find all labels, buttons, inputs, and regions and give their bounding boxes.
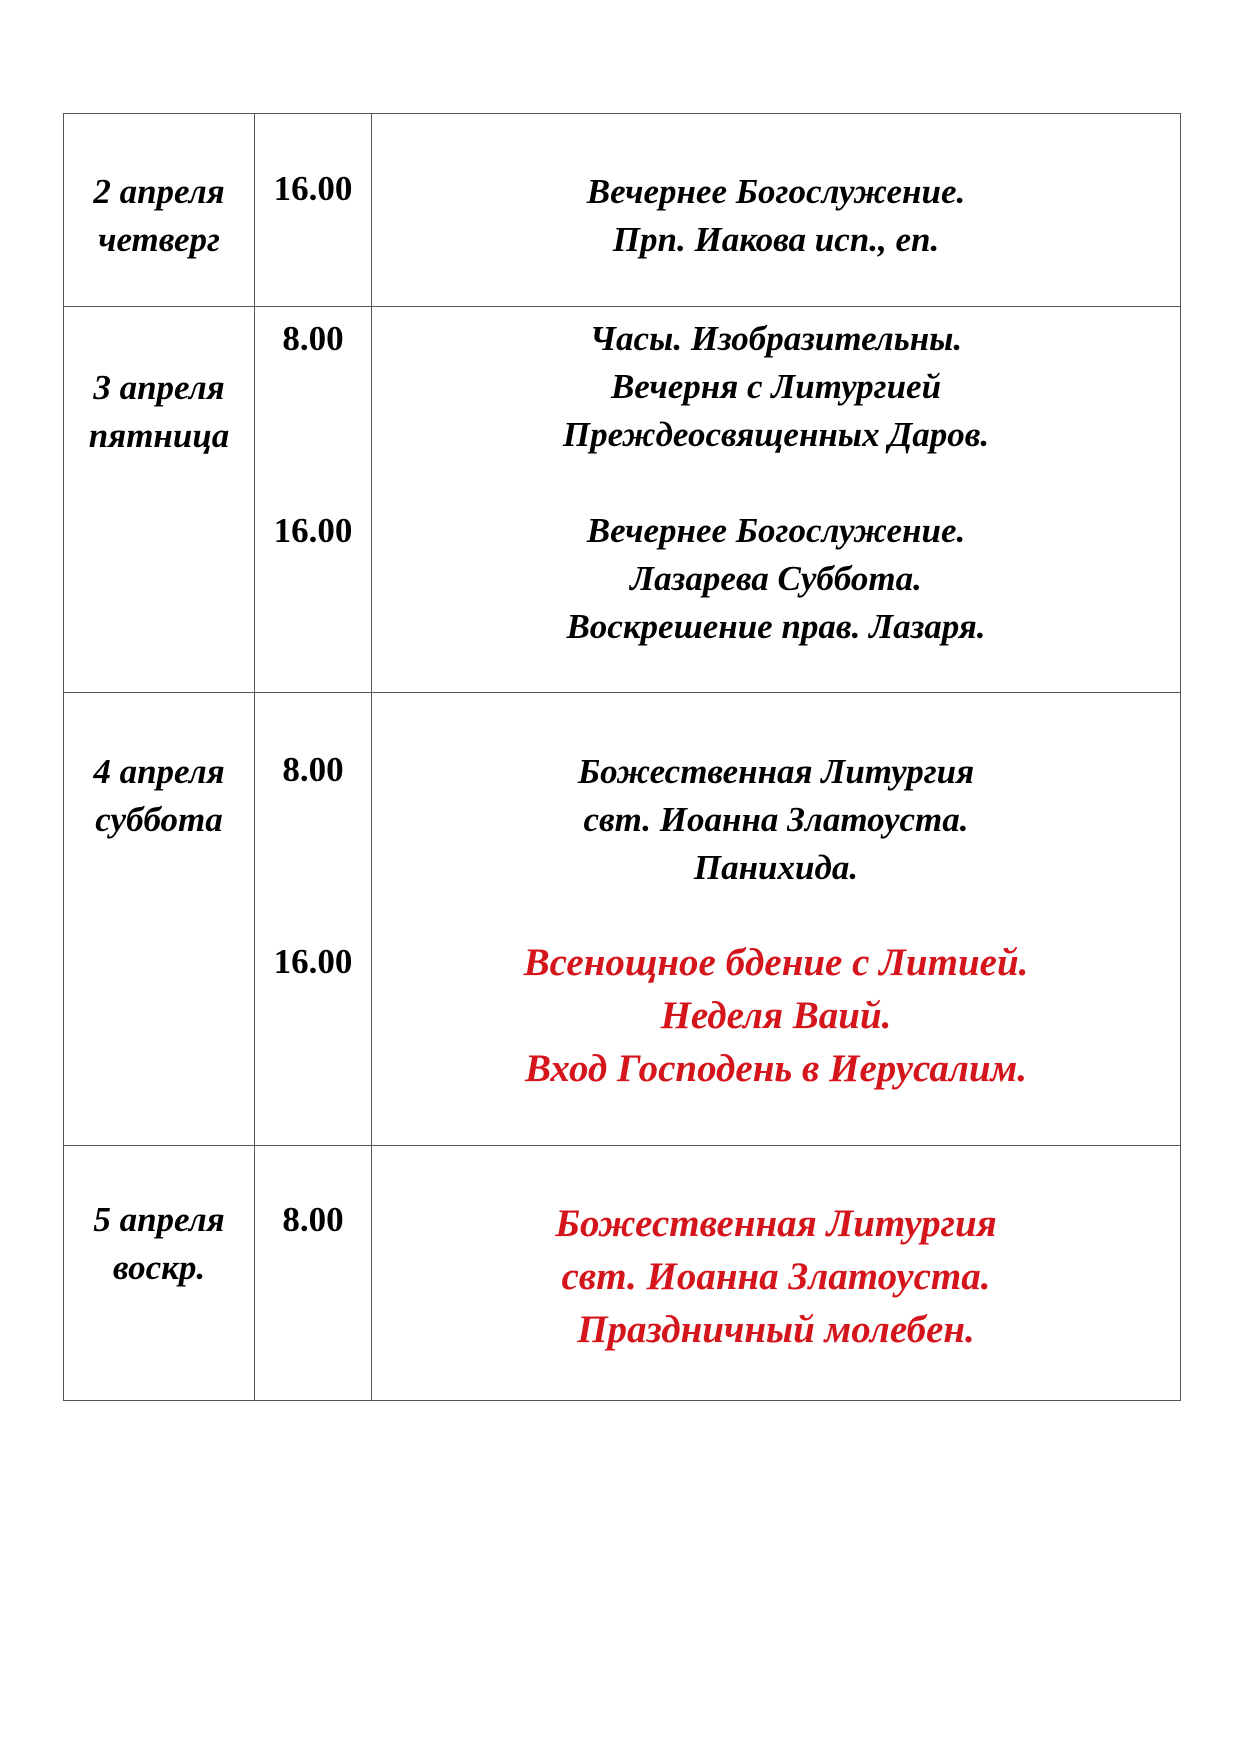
services-table [63, 113, 1181, 1401]
service-line: Преждеосвященных Даров. [562, 415, 990, 454]
service-cell [372, 1146, 1181, 1401]
service-description [372, 168, 1180, 264]
service-line: Воскрешение прав. Лазаря. [566, 607, 986, 646]
service-line: Лазарева Суббота. [630, 559, 922, 598]
service-line: Прп. Иакова исп., еп. [612, 220, 940, 259]
service-line: свт. Иоанна Златоуста. [561, 1255, 991, 1298]
service-description [372, 748, 1180, 892]
weekday-label: пятница [88, 416, 230, 455]
service-cell [372, 114, 1181, 307]
time-cell [255, 307, 372, 693]
service-description-festive [372, 936, 1180, 1095]
weekday-label: суббота [95, 800, 223, 839]
service-line: Вечерня с Литургией [610, 367, 942, 406]
service-line: Божественная Литургия [555, 1202, 997, 1245]
table-row [64, 307, 1181, 693]
service-time: 16.00 [273, 511, 353, 550]
table-row [64, 693, 1181, 1146]
schedule-sheet [63, 113, 1180, 1401]
table-row [64, 114, 1181, 307]
date-label: 5 апреля [93, 1200, 225, 1239]
service-line: свт. Иоанна Златоуста. [583, 800, 969, 839]
service-description [372, 315, 1180, 459]
service-line: Неделя Ваий. [660, 994, 892, 1037]
time-cell [255, 1146, 372, 1401]
date-label: 4 апреля [93, 752, 225, 791]
service-line: Праздничный молебен. [577, 1308, 975, 1351]
service-line: Вечернее Богослужение. [586, 172, 966, 211]
service-time: 16.00 [273, 942, 353, 981]
date-cell [64, 114, 255, 307]
date-label: 2 апреля [93, 172, 225, 211]
date-cell [64, 1146, 255, 1401]
service-time: 8.00 [282, 319, 344, 358]
service-time: 16.00 [273, 169, 353, 208]
service-line: Часы. Изобразительны. [589, 319, 963, 358]
service-line: Вход Господень в Иерусалим. [524, 1047, 1028, 1090]
service-time: 8.00 [282, 1200, 344, 1239]
time-cell [255, 114, 372, 307]
service-description [372, 507, 1180, 651]
service-line: Панихида. [693, 848, 859, 887]
table-row [64, 1146, 1181, 1401]
service-description-festive [372, 1197, 1180, 1356]
date-cell [64, 307, 255, 693]
date-cell [64, 693, 255, 1146]
time-cell [255, 693, 372, 1146]
weekday-label: четверг [98, 220, 220, 259]
weekday-label: воскр. [112, 1248, 206, 1287]
service-time: 8.00 [282, 750, 344, 789]
service-line: Всенощное бдение с Литией. [523, 941, 1029, 984]
date-label: 3 апреля [93, 368, 225, 407]
service-cell [372, 693, 1181, 1146]
service-line: Вечернее Богослужение. [586, 511, 966, 550]
service-line: Божественная Литургия [577, 752, 975, 791]
service-cell [372, 307, 1181, 693]
